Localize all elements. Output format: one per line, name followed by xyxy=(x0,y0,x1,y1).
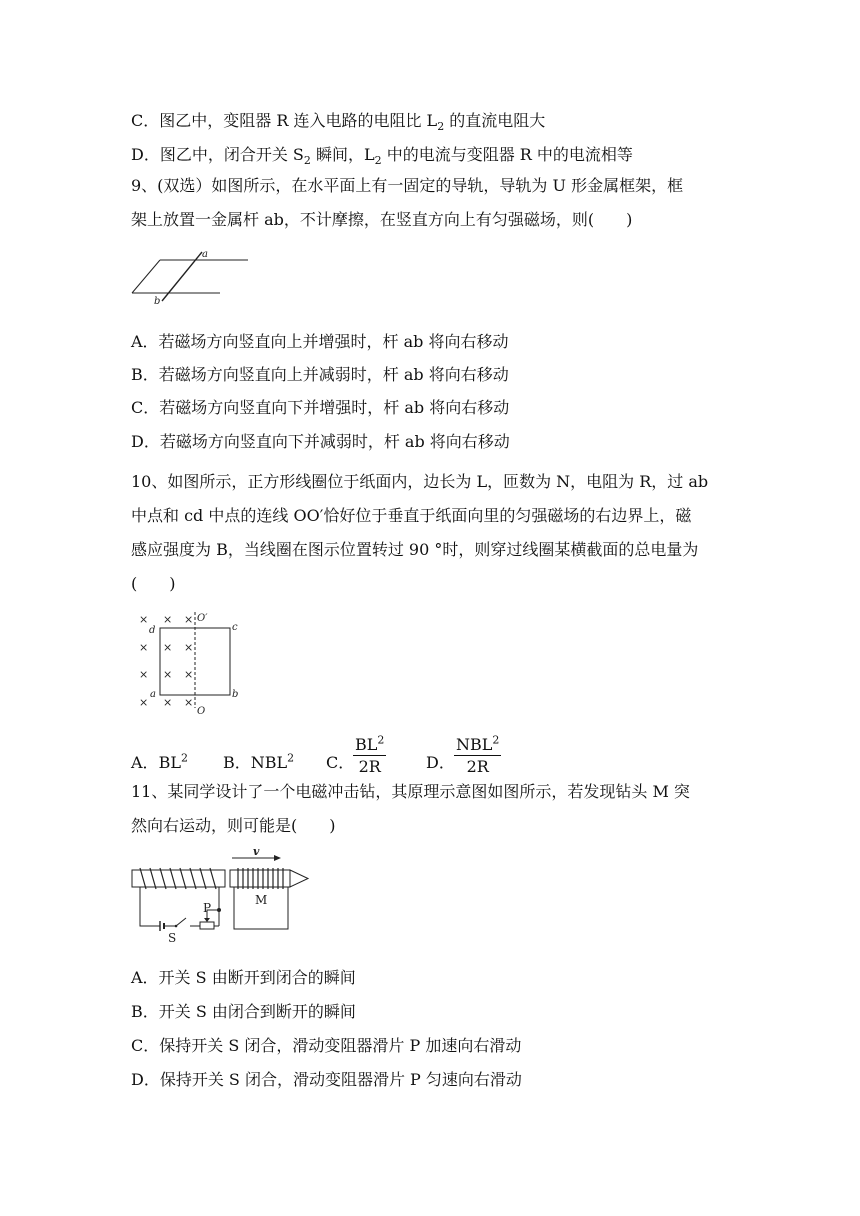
svg-text:×: × xyxy=(163,641,173,654)
q9-stem-line1: 9、(双选）如图所示，在水平面上有一固定的导轨，导轨为 U 形金属框架，框 xyxy=(131,176,684,195)
switch-blade xyxy=(176,918,186,926)
q10-stem-line2: 中点和 cd 中点的连线 OO′恰好位于垂直于纸面向里的匀强磁场的右边界上，磁 xyxy=(131,506,692,525)
drill-tip xyxy=(290,870,308,887)
q11-option-c: C．保持开关 S 闭合，滑动变阻器滑片 P 加速向右滑动 xyxy=(131,1036,522,1055)
label-m: M xyxy=(255,893,268,907)
label-o-prime: O′ xyxy=(197,613,208,624)
rail-end xyxy=(132,260,160,293)
svg-text:×: × xyxy=(139,613,149,626)
svg-text:×: × xyxy=(139,696,149,709)
q10-figure-coil-field xyxy=(134,608,249,718)
q11-stem-line2: 然向右运动，则可能是( ) xyxy=(131,816,336,835)
q9-option-a: A．若磁场方向竖直向上并增强时，杆 ab 将向右移动 xyxy=(131,332,509,351)
q10-option-a: A．$BL^2$ xyxy=(131,751,188,772)
label-b: b xyxy=(154,296,161,307)
svg-text:×: × xyxy=(184,641,194,654)
svg-text:×: × xyxy=(163,696,173,709)
solenoid-coils xyxy=(140,868,216,889)
switch-pivot xyxy=(175,925,178,928)
svg-text:×: × xyxy=(163,613,173,626)
q10-option-d-fraction: NBL$^2$ 2R xyxy=(456,733,500,776)
q10-option-d-label: D． xyxy=(426,753,455,772)
q11-stem-line1: 11、某同学设计了一个电磁冲击钻，其原理示意图如图所示，若发现钻头 M 突 xyxy=(131,782,690,801)
svg-text:×: × xyxy=(184,668,194,681)
label-a: a xyxy=(202,249,208,260)
q9-option-b: B．若磁场方向竖直向上并减弱时，杆 ab 将向右移动 xyxy=(131,365,509,384)
label-v: v xyxy=(253,845,260,858)
drill-coils xyxy=(238,868,283,889)
label-s: S xyxy=(168,931,177,945)
q9-option-c: C．若磁场方向竖直向下并增强时，杆 ab 将向右移动 xyxy=(131,398,510,417)
q9-option-d: D．若磁场方向竖直向下并减弱时，杆 ab 将向右移动 xyxy=(131,432,510,451)
rheostat xyxy=(200,922,214,929)
label-c: c xyxy=(232,622,238,633)
q10-stem-line3: 感应强度为 B，当线圈在图示位置转过 90 °时，则穿过线圈某横截面的总电量为 xyxy=(131,540,699,559)
q9-figure-rail-diagram xyxy=(128,248,253,307)
q9-stem-line2: 架上放置一金属杆 ab，不计摩擦，在竖直方向上有匀强磁场，则( ) xyxy=(131,210,633,229)
svg-text:×: × xyxy=(163,668,173,681)
prev-option-c: C．图乙中，变阻器 R 连入电路的电阻比 $L_2$ 的直流电阻大 xyxy=(131,111,546,134)
circuit-wire-left xyxy=(140,887,160,926)
label-d: d xyxy=(149,625,156,636)
label-p: P xyxy=(203,901,212,915)
label-b: b xyxy=(232,689,239,700)
q11-option-b: B．开关 S 由闭合到断开的瞬间 xyxy=(131,1002,356,1021)
svg-text:×: × xyxy=(184,696,194,709)
q11-option-d: D．保持开关 S 闭合，滑动变阻器滑片 P 匀速向右滑动 xyxy=(131,1070,522,1089)
label-o: O xyxy=(197,706,206,717)
drill-rod xyxy=(230,870,290,887)
svg-text:×: × xyxy=(139,668,149,681)
slider-p-arrow xyxy=(204,918,210,922)
svg-text:×: × xyxy=(184,613,194,626)
velocity-arrowhead xyxy=(274,855,281,861)
metal-rod-ab xyxy=(162,252,202,301)
q10-option-c-fraction: $\frac{BL^2}{2R}$ xyxy=(355,733,385,776)
q10-option-b: B．NBL$^2$ xyxy=(223,751,295,772)
prev-option-d: D．图乙中，闭合开关 $S_2$ 瞬间，$L_2$ 中的电流与变阻器 R 中的电流相等 xyxy=(131,145,633,168)
q11-figure-impact-drill xyxy=(128,846,318,946)
label-a: a xyxy=(150,689,156,700)
q11-option-a: A．开关 S 由断开到闭合的瞬间 xyxy=(131,968,356,987)
q10-option-c-label: C． xyxy=(326,753,355,772)
svg-text:×: × xyxy=(139,641,149,654)
q10-stem-line4: ( ) xyxy=(131,574,176,593)
q10-stem-line1: 10、如图所示，正方形线圈位于纸面内，边长为 L，匝数为 N，电阻为 R，过 ab xyxy=(131,472,709,491)
